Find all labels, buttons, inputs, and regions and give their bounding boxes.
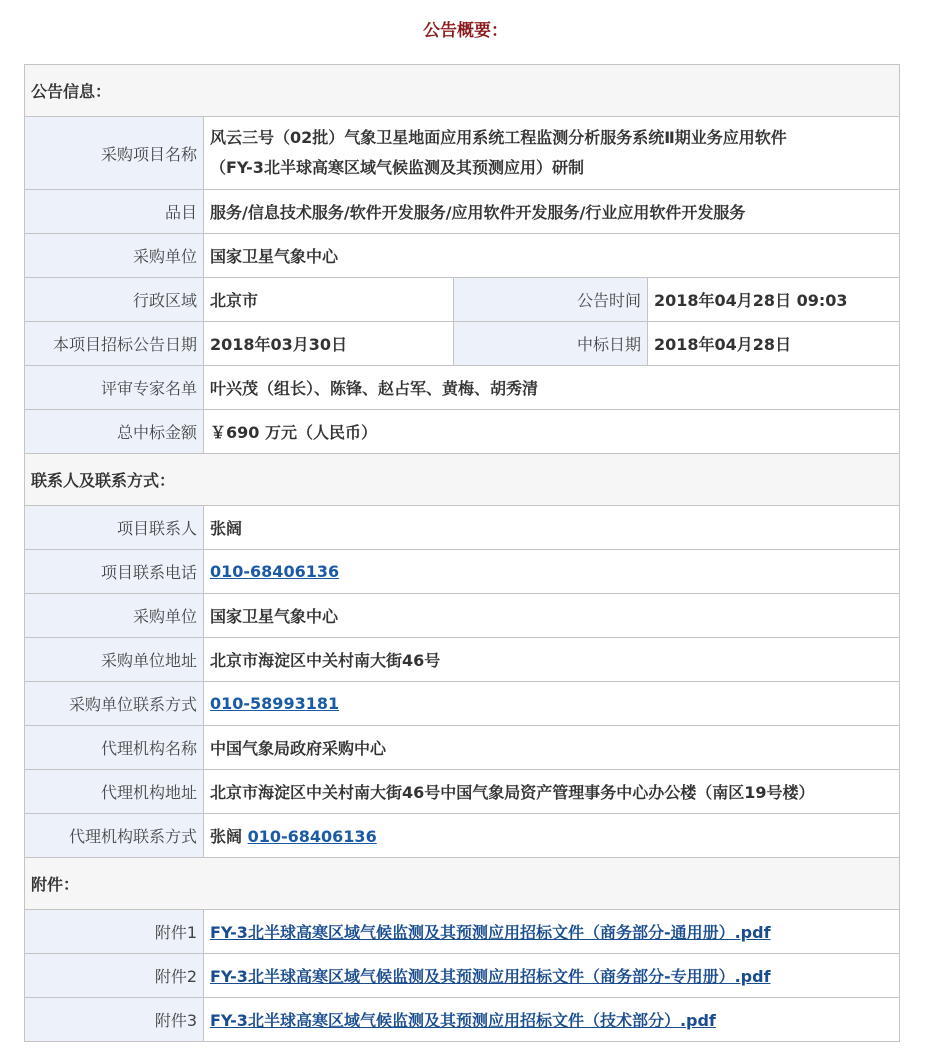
project-name-line1: 风云三号（02批）气象卫星地面应用系统工程监测分析服务系统Ⅱ期业务应用软件 <box>210 128 787 147</box>
section-row-attachments <box>25 858 900 910</box>
agency-address-label: 代理机构地址 <box>25 770 204 814</box>
amount-value: ￥690 万元（人民币） <box>204 410 900 454</box>
agency-contact-cell <box>204 814 900 858</box>
row-contact-phone <box>25 550 900 594</box>
agency-name-value: 中国气象局政府采购中心 <box>204 726 900 770</box>
row-category <box>25 190 900 234</box>
agency-contact-label: 代理机构联系方式 <box>25 814 204 858</box>
row-region-time <box>25 278 900 322</box>
attachment-1-link[interactable]: FY-3北半球高寒区域气候监测及其预测应用招标文件（商务部分-通用册）.pdf <box>210 923 771 942</box>
region-label: 行政区域 <box>25 278 204 322</box>
experts-value: 叶兴茂（组长）、陈锋、赵占军、黄梅、胡秀清 <box>204 366 900 410</box>
contact-phone-label: 项目联系电话 <box>25 550 204 594</box>
experts-label: 评审专家名单 <box>25 366 204 410</box>
purchaser-phone-cell <box>204 682 900 726</box>
contact-phone-cell <box>204 550 900 594</box>
category-label: 品目 <box>25 190 204 234</box>
purchaser-address-label: 采购单位地址 <box>25 638 204 682</box>
section-row-announcement <box>25 65 900 117</box>
tender-date-value: 2018年03月30日 <box>204 322 454 366</box>
attachment-1-label: 附件1 <box>25 910 204 954</box>
page-title: 公告概要： <box>423 21 508 41</box>
section-header-announcement: 公告信息： <box>25 65 900 117</box>
row-experts <box>25 366 900 410</box>
row-attachment-2 <box>25 954 900 998</box>
purchaser-address-value: 北京市海淀区中关村南大街46号 <box>204 638 900 682</box>
row-agency-name <box>25 726 900 770</box>
project-name-line2: （FY-3北半球高寒区域气候监测及其预测应用）研制 <box>210 158 584 177</box>
section-row-contact <box>25 454 900 506</box>
award-date-value: 2018年04月28日 <box>648 322 900 366</box>
row-agency-address <box>25 770 900 814</box>
section-header-contact: 联系人及联系方式： <box>25 454 900 506</box>
section-header-attachments: 附件： <box>25 858 900 910</box>
purchaser-value: 国家卫星气象中心 <box>204 234 900 278</box>
purchaser-phone-link[interactable]: 010-58993181 <box>210 694 340 713</box>
contact-person-label: 项目联系人 <box>25 506 204 550</box>
agency-name-label: 代理机构名称 <box>25 726 204 770</box>
purchaser-phone-label: 采购单位联系方式 <box>25 682 204 726</box>
project-name-label: 采购项目名称 <box>25 117 204 190</box>
row-attachment-3 <box>25 998 900 1042</box>
agency-contact-phone-link[interactable]: 010-68406136 <box>247 827 377 846</box>
row-amount <box>25 410 900 454</box>
amount-label: 总中标金额 <box>25 410 204 454</box>
row-attachment-1 <box>25 910 900 954</box>
announce-time-value: 2018年04月28日 09:03 <box>648 278 900 322</box>
agency-contact-name: 张阔 <box>210 827 243 846</box>
purchaser-label: 采购单位 <box>25 234 204 278</box>
attachment-3-label: 附件3 <box>25 998 204 1042</box>
category-value: 服务/信息技术服务/软件开发服务/应用软件开发服务/行业应用软件开发服务 <box>204 190 900 234</box>
row-agency-contact <box>25 814 900 858</box>
row-contact-person <box>25 506 900 550</box>
award-date-label: 中标日期 <box>454 322 648 366</box>
contact-purchaser-label: 采购单位 <box>25 594 204 638</box>
tender-date-label: 本项目招标公告日期 <box>25 322 204 366</box>
agency-address-value: 北京市海淀区中关村南大街46号中国气象局资产管理事务中心办公楼（南区19号楼） <box>204 770 900 814</box>
attachment-2-link[interactable]: FY-3北半球高寒区域气候监测及其预测应用招标文件（商务部分-专用册）.pdf <box>210 967 771 986</box>
row-contact-purchaser <box>25 594 900 638</box>
attachment-2-label: 附件2 <box>25 954 204 998</box>
attachment-3-link[interactable]: FY-3北半球高寒区域气候监测及其预测应用招标文件（技术部分）.pdf <box>210 1011 716 1030</box>
row-dates <box>25 322 900 366</box>
attachment-3-cell <box>204 998 900 1042</box>
attachment-1-cell <box>204 910 900 954</box>
row-project-name <box>25 117 900 190</box>
project-name-value <box>204 117 900 190</box>
announce-time-label: 公告时间 <box>454 278 648 322</box>
contact-person-value: 张阔 <box>204 506 900 550</box>
row-purchaser <box>25 234 900 278</box>
attachment-2-cell <box>204 954 900 998</box>
contact-purchaser-value: 国家卫星气象中心 <box>204 594 900 638</box>
announcement-summary-table <box>24 64 900 1042</box>
region-value: 北京市 <box>204 278 454 322</box>
row-purchaser-phone <box>25 682 900 726</box>
row-purchaser-address <box>25 638 900 682</box>
contact-phone-link[interactable]: 010-68406136 <box>210 562 340 581</box>
